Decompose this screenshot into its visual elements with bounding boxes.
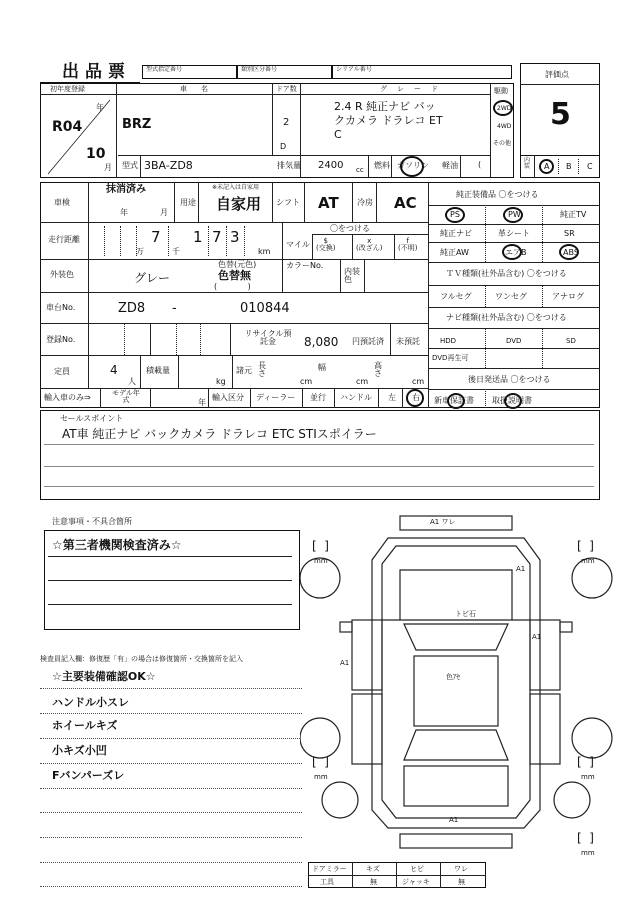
fuel-other-open: ( bbox=[478, 160, 482, 169]
legend-header-crack: ヒビ bbox=[410, 865, 424, 873]
mileage-unit: km bbox=[258, 247, 271, 256]
inspector-item-3[interactable]: ホイールキズ bbox=[52, 719, 118, 732]
color-change-value[interactable]: 色替無 bbox=[218, 269, 251, 282]
nav-dvd[interactable]: DVD bbox=[506, 337, 522, 345]
mm-bracket-rr: [ ] bbox=[577, 755, 594, 769]
inspection-year-unit: 年 bbox=[120, 208, 128, 217]
legend-header-break: ワレ bbox=[454, 865, 468, 873]
nav-sd[interactable]: SD bbox=[566, 337, 576, 345]
tv-analog[interactable]: アナログ bbox=[552, 292, 584, 301]
width-label: 幅 bbox=[318, 363, 326, 372]
exterior-color-label: 外装色 bbox=[50, 270, 74, 279]
handle-right[interactable]: 右 bbox=[412, 393, 420, 402]
model-label: 型式 bbox=[122, 161, 138, 170]
shift-label: シフト bbox=[276, 198, 300, 207]
damage-roof: 色ｱｾ bbox=[446, 673, 460, 681]
doors-label: ドア数 bbox=[276, 85, 297, 93]
inspector-item-2[interactable]: ハンドル小スレ bbox=[52, 696, 129, 709]
sales-point-label: セールスポイント bbox=[60, 414, 124, 423]
sales-point-text[interactable]: AT車 純正ナビ バックカメラ ドラレコ ETC STIスポイラー bbox=[62, 427, 377, 441]
color-change-label: 色替(元色) bbox=[218, 260, 257, 269]
inspector-item-1[interactable]: ☆主要装備確認OK☆ bbox=[52, 670, 156, 683]
interior-grade-label: 内装 bbox=[524, 157, 531, 170]
ac-value[interactable]: AC bbox=[394, 194, 417, 212]
inspector-label: 検査員記入欄：修復歴「有」の場合は修復箇所・交換箇所を記入 bbox=[40, 655, 243, 663]
nav-hdd[interactable]: HDD bbox=[440, 337, 457, 345]
first-reg-label: 初年度登録 bbox=[50, 85, 85, 93]
drive-2wd[interactable]: 2WD bbox=[497, 105, 512, 112]
capacity-label: 定員 bbox=[54, 367, 70, 376]
chassis-prefix[interactable]: ZD8 bbox=[118, 301, 146, 316]
equip-abs-circle bbox=[559, 244, 579, 260]
fuel-gas-circle bbox=[400, 156, 424, 177]
mm-label-rr: mm bbox=[581, 773, 595, 781]
doors-value[interactable]: 2 bbox=[283, 117, 290, 128]
later-warranty-circle bbox=[447, 393, 465, 409]
later-shipment-title: 後日発送品 〇をつける bbox=[468, 375, 551, 384]
first-reg-month-unit: 月 bbox=[104, 163, 112, 172]
interior-grade-b[interactable]: B bbox=[566, 162, 572, 171]
mm-bracket-fr: [ ] bbox=[577, 539, 594, 553]
drive-other[interactable]: その他 bbox=[493, 140, 512, 147]
mm-bracket-fl: [ ] bbox=[312, 539, 329, 553]
equip-ps-circle bbox=[445, 207, 465, 223]
reg-no-label: 登録No. bbox=[46, 335, 76, 344]
load-unit: kg bbox=[216, 377, 226, 386]
equip-leather[interactable]: 革シート bbox=[498, 229, 530, 238]
tv-fullseg[interactable]: フルセグ bbox=[440, 292, 472, 301]
notes-line-1[interactable]: ☆第三者機関検査済み☆ bbox=[52, 538, 182, 552]
use-label: 用途 bbox=[180, 198, 196, 207]
inspector-item-5[interactable]: Fバンパーズレ bbox=[52, 769, 125, 782]
capacity-unit: 人 bbox=[128, 377, 136, 386]
exterior-color-value[interactable]: グレー bbox=[134, 271, 171, 285]
page-title: 出品票 bbox=[62, 62, 131, 82]
import-type-label: 輸入区分 bbox=[212, 393, 244, 402]
use-note: ※未記入は自家用 bbox=[212, 184, 260, 191]
nav-type-title: ナビ種類(社外品含む) 〇をつける bbox=[446, 313, 567, 322]
chassis-number[interactable]: 010844 bbox=[240, 301, 290, 316]
grade-line-2[interactable]: クカメラ ドラレコ ET bbox=[334, 114, 443, 127]
drive-4wd[interactable]: 4WD bbox=[497, 123, 512, 130]
rating-value: 5 bbox=[550, 97, 571, 132]
mm-bracket-rl: [ ] bbox=[312, 755, 329, 769]
mm-bracket-spare: [ ] bbox=[577, 831, 594, 845]
mm-label-spare: mm bbox=[581, 849, 595, 857]
length-unit: cm bbox=[300, 377, 313, 386]
grade-line-3[interactable]: C bbox=[334, 128, 342, 141]
inspector-item-4[interactable]: 小キズ小凹 bbox=[52, 744, 107, 757]
legend-value-tools-status: 無 bbox=[370, 878, 377, 886]
notes-label: 注意事項・不具合箇所 bbox=[52, 517, 132, 526]
mileage-man-unit: 万 bbox=[136, 247, 144, 256]
displacement-value[interactable]: 2400 bbox=[318, 160, 344, 171]
equip-airbag-circle bbox=[502, 244, 522, 260]
interior-color-label: 内装色 bbox=[344, 267, 360, 284]
chassis-label: 車台No. bbox=[46, 303, 76, 312]
recycle-label: リサイクル預託金 bbox=[244, 329, 292, 346]
recycle-unpaid[interactable]: 未預託 bbox=[396, 337, 420, 346]
cert-no-label: 型式指定番号 bbox=[146, 66, 183, 73]
tv-oneseg[interactable]: ワンセグ bbox=[495, 292, 527, 301]
first-reg-year-unit: 年 bbox=[96, 103, 104, 112]
car-name-label: 車名 bbox=[180, 85, 222, 93]
mileage-digit-2[interactable]: 7 bbox=[212, 228, 222, 246]
fuel-gas[interactable]: ガソリン bbox=[397, 161, 429, 170]
odometer-opt-tampered[interactable]: x (改ざん) bbox=[356, 237, 383, 252]
mm-label-fr: mm bbox=[581, 557, 595, 565]
grade-line-1[interactable]: 2.4 R 純正ナビ バッ bbox=[334, 100, 436, 113]
grade-label: グレード bbox=[380, 85, 448, 93]
width-unit: cm bbox=[356, 377, 369, 386]
equip-abs[interactable]: ABS bbox=[563, 248, 579, 257]
fuel-diesel[interactable]: 軽油 bbox=[442, 161, 458, 170]
legend-header-mirror: ドアミラー bbox=[312, 865, 347, 873]
legend-value-tools: 工具 bbox=[320, 878, 334, 886]
later-manual-circle bbox=[504, 393, 522, 409]
recycle-paid[interactable]: 円預託済 bbox=[352, 337, 384, 346]
mile-label[interactable]: マイル bbox=[286, 240, 310, 249]
legend-value-jack-status: 無 bbox=[458, 878, 465, 886]
mm-label-fl: mm bbox=[314, 557, 328, 565]
damage-hood: トビ石 bbox=[455, 610, 476, 618]
mileage-digit-1[interactable]: 1 bbox=[193, 228, 203, 246]
handle-left[interactable]: 左 bbox=[388, 393, 396, 402]
capacity-value[interactable]: 4 bbox=[110, 363, 118, 377]
color-no-label: カラーNo. bbox=[286, 261, 324, 270]
equip-aw[interactable]: 純正AW bbox=[440, 248, 469, 257]
damage-right-door: A1 bbox=[532, 633, 542, 641]
equip-pw[interactable]: PW bbox=[508, 210, 521, 219]
use-value[interactable]: 自家用 bbox=[216, 195, 262, 213]
odometer-opt-replaced[interactable]: $ (交換) bbox=[316, 237, 336, 252]
interior-grade-c[interactable]: C bbox=[587, 162, 593, 171]
equip-airbag[interactable]: エアB bbox=[505, 248, 527, 257]
displacement-unit: cc bbox=[356, 166, 364, 174]
recycle-value[interactable]: 8,080 bbox=[304, 335, 339, 349]
damage-rear: A1 bbox=[449, 816, 459, 824]
equip-tv[interactable]: 純正TV bbox=[560, 210, 587, 219]
dims-label: 諸元 bbox=[236, 366, 252, 375]
handle-right-circle bbox=[406, 389, 424, 407]
shift-value[interactable]: AT bbox=[318, 194, 339, 212]
interior-grade-a[interactable]: A bbox=[544, 162, 550, 171]
import-dealer[interactable]: ディーラー bbox=[256, 393, 296, 402]
import-parallel[interactable]: 並行 bbox=[310, 393, 326, 402]
model-year-unit: 年 bbox=[198, 398, 206, 407]
load-label: 積載量 bbox=[146, 366, 170, 375]
interior-grade-a-circle bbox=[539, 159, 554, 174]
handle-label: ハンドル bbox=[340, 393, 372, 402]
serial-no-label: シリアル番号 bbox=[336, 66, 372, 73]
drive-label: 駆動 bbox=[494, 87, 508, 95]
displacement-label: 排気量 bbox=[277, 161, 301, 170]
chassis-dash: - bbox=[172, 301, 177, 316]
fuel-label: 燃料 bbox=[374, 161, 390, 170]
legend-value-jack: ジャッキ bbox=[402, 878, 430, 886]
height-unit: cm bbox=[412, 377, 425, 386]
damage-right-front: A1 bbox=[516, 565, 526, 573]
ac-label: 冷房 bbox=[357, 198, 373, 207]
mileage-man-value[interactable]: 7 bbox=[151, 228, 161, 246]
first-reg-era[interactable]: R04 bbox=[52, 119, 83, 135]
odometer-opt-unknown[interactable]: f (不明) bbox=[398, 237, 418, 252]
height-label: 高さ bbox=[374, 361, 382, 378]
mm-label-rl: mm bbox=[314, 773, 328, 781]
drive-2wd-circle bbox=[493, 100, 513, 116]
damage-front-bumper: A1 ワレ bbox=[430, 518, 456, 526]
damage-left-door: A1 bbox=[340, 659, 350, 667]
dvd-play-label[interactable]: DVD再生可 bbox=[432, 354, 469, 362]
odometer-circle-note: 〇をつける bbox=[330, 224, 370, 233]
equip-sr[interactable]: SR bbox=[564, 229, 575, 238]
import-label: 輸入車のみ⇒ bbox=[44, 393, 91, 402]
tv-type-title: ＴＶ種類(社外品含む) 〇をつける bbox=[446, 269, 567, 278]
mileage-sen-unit: 千 bbox=[172, 247, 180, 256]
equip-pw-circle bbox=[503, 207, 523, 223]
inspection-label: 車検 bbox=[54, 198, 70, 207]
later-warranty[interactable]: 新車保証書 bbox=[434, 396, 474, 405]
mileage-digit-3[interactable]: 3 bbox=[230, 228, 240, 246]
legend-header-scratch: キズ bbox=[366, 865, 380, 873]
length-label: 長さ bbox=[258, 361, 266, 378]
category-no-label: 類別区分番号 bbox=[241, 66, 278, 73]
car-damage-diagram bbox=[300, 510, 620, 850]
later-manual[interactable]: 取扱説明書 bbox=[492, 396, 532, 405]
color-change-parens: ( ) bbox=[214, 282, 251, 291]
equipment-title: 純正装備品 〇をつける bbox=[456, 190, 539, 199]
model-year-label: モデル年式 bbox=[112, 389, 140, 404]
first-reg-month[interactable]: 10 bbox=[86, 146, 106, 162]
rating-label: 評価点 bbox=[545, 70, 569, 79]
inspection-month-unit: 月 bbox=[160, 208, 168, 217]
equip-ps[interactable]: PS bbox=[450, 210, 460, 219]
mileage-label: 走行距離 bbox=[48, 235, 80, 244]
doors-suffix: D bbox=[280, 142, 287, 151]
inspection-value[interactable]: 抹消済み bbox=[106, 184, 146, 195]
model-value[interactable]: 3BA-ZD8 bbox=[144, 159, 193, 172]
equip-nav[interactable]: 純正ナビ bbox=[440, 229, 472, 238]
car-name-value[interactable]: BRZ bbox=[122, 117, 152, 132]
